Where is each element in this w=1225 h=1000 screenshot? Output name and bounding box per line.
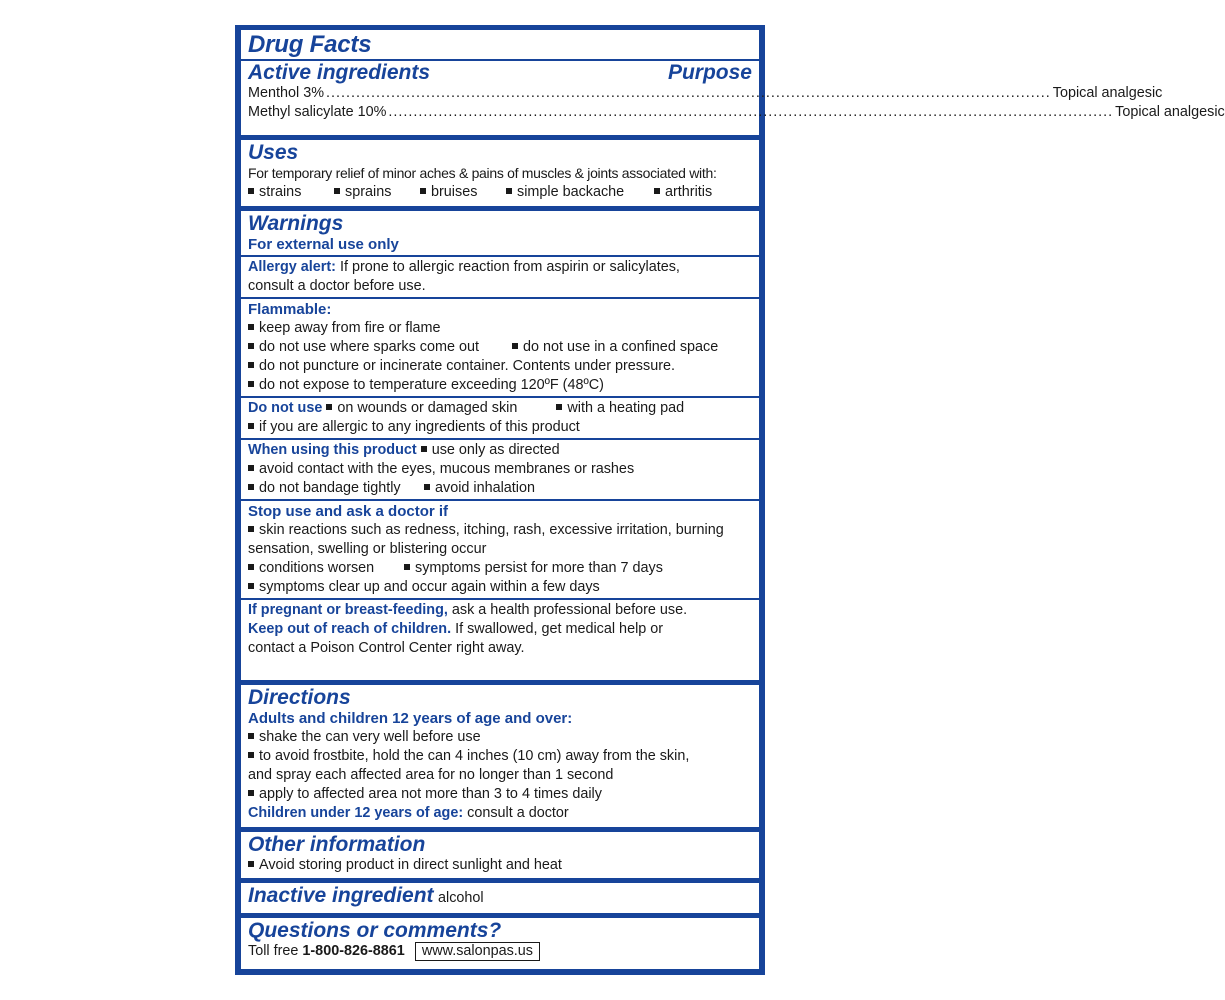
children-text: If swallowed, get medical help or: [455, 621, 664, 637]
active-header-row: [248, 62, 752, 84]
children-text-2: contact a Poison Control Center right away.: [248, 640, 525, 656]
ingredient-purpose: Topical analgesic: [1115, 104, 1225, 120]
when-using-item: avoid contact with the eyes, mucous membranes or rashes: [259, 461, 635, 477]
flammable-item: do not use in a confined space: [523, 339, 719, 355]
toll-free-label: Toll free: [248, 943, 299, 959]
uses-item: sprains: [345, 184, 392, 200]
directions-item: shake the can very well before use: [259, 729, 481, 745]
children-label: Keep out of reach of children.: [248, 621, 452, 637]
uses-item: simple backache: [517, 184, 625, 200]
drug-facts-title: Drug Facts: [248, 31, 372, 58]
divider: [241, 297, 759, 299]
uses-intro: For temporary relief of minor aches & pains of muscles & joints associated with:: [248, 165, 717, 181]
stop-use-item: conditions worsen: [259, 560, 375, 576]
pregnant-text: ask a health professional before use.: [451, 602, 688, 618]
other-information-heading: Other information: [248, 833, 426, 856]
drug-facts-panel: [235, 25, 1225, 975]
when-using-item: avoid inhalation: [435, 480, 536, 496]
leader-dots: .................................................................................................................................................: [326, 85, 1051, 101]
ingredient-row: [248, 103, 1225, 122]
inactive-ingredient-heading: Inactive ingredient: [248, 884, 434, 907]
flammable-item: do not expose to temperature exceeding 120ºF (48ºC): [259, 377, 604, 393]
flammable-item: do not puncture or incinerate container. Contents under pressure.: [259, 358, 675, 374]
uses-heading: Uses: [248, 141, 299, 164]
ingredient-row: [248, 84, 1163, 103]
divider: [241, 438, 759, 440]
allergy-label: Allergy alert:: [248, 259, 336, 275]
children-under-text: consult a doctor: [467, 805, 569, 821]
stop-use-item: symptoms persist for more than 7 days: [415, 560, 663, 576]
directions-item: to avoid frostbite, hold the can 4 inches (10 cm) away from the skin,: [259, 748, 690, 764]
uses-section: [241, 140, 759, 206]
ingredient-name: Menthol 3%: [248, 85, 324, 101]
allergy-text: If prone to allergic reaction from aspirin or salicylates,: [339, 259, 680, 275]
active-ingredients-heading: Active ingredients: [248, 61, 431, 84]
when-using-item: do not bandage tightly: [259, 480, 401, 496]
stop-use-item-cont: sensation, swelling or blistering occur: [248, 541, 487, 557]
phone-number: 1-800-826-8861: [302, 943, 405, 959]
do-not-use-label: Do not use: [248, 400, 323, 416]
directions-section: [241, 685, 759, 827]
directions-heading: Directions: [248, 686, 351, 709]
warnings-section: [241, 211, 759, 680]
questions-section: [241, 918, 759, 969]
inactive-ingredient-value: alcohol: [438, 890, 484, 906]
do-not-use-item: with a heating pad: [567, 400, 685, 416]
directions-item-cont: and spray each affected area for no longer than 1 second: [248, 767, 614, 783]
leader-dots: .................................................................................................................................................: [388, 104, 1114, 120]
uses-item: bruises: [431, 184, 478, 200]
do-not-use-item: if you are allergic to any ingredients of this product: [259, 419, 580, 435]
children-under-label: Children under 12 years of age:: [248, 805, 464, 821]
pregnant-label: If pregnant or breast-feeding,: [248, 602, 448, 618]
allergy-text-2: consult a doctor before use.: [248, 278, 426, 294]
external-use: For external use only: [248, 236, 399, 253]
flammable-item: keep away from fire or flame: [259, 320, 441, 336]
other-information-section: [241, 832, 759, 878]
divider: [241, 396, 759, 398]
divider: [241, 255, 759, 257]
warnings-heading: Warnings: [248, 212, 344, 235]
flammable-item: do not use where sparks come out: [259, 339, 479, 355]
uses-list: [248, 183, 752, 202]
inactive-ingredient-section: [241, 883, 759, 913]
adults-label: Adults and children 12 years of age and over:: [248, 710, 573, 727]
purpose-heading: Purpose: [667, 61, 752, 84]
when-using-item: use only as directed: [431, 442, 560, 458]
directions-item: apply to affected area not more than 3 to 4 times daily: [259, 786, 602, 802]
questions-heading: Questions or comments?: [248, 919, 502, 942]
divider: [241, 499, 759, 501]
other-information-item: Avoid storing product in direct sunlight and heat: [259, 857, 562, 873]
divider: [241, 598, 759, 600]
uses-item: strains: [259, 184, 302, 200]
stop-use-item: skin reactions such as redness, itching, rash, excessive irritation, burning: [259, 522, 724, 538]
ingredient-purpose: Topical analgesic: [1052, 85, 1163, 101]
website-link[interactable]: www.salonpas.us: [415, 942, 540, 961]
uses-item: arthritis: [665, 184, 713, 200]
active-ingredients-section: [241, 30, 1225, 135]
flammable-label: Flammable:: [248, 301, 332, 318]
stop-use-item: symptoms clear up and occur again within a few days: [259, 579, 600, 595]
when-using-label: When using this product: [248, 442, 417, 458]
ingredient-name: Methyl salicylate 10%: [248, 104, 387, 120]
stop-use-label: Stop use and ask a doctor if: [248, 503, 449, 520]
do-not-use-item: on wounds or damaged skin: [337, 400, 518, 416]
